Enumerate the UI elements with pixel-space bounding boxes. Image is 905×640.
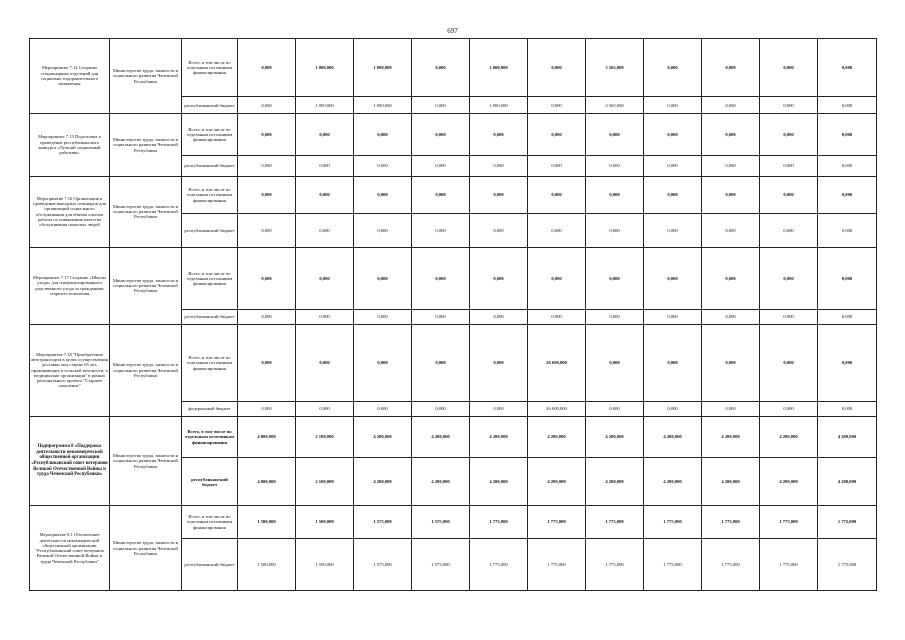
amount-cell: 1 775,000 <box>702 538 760 590</box>
amount-cell: 0,000 <box>470 402 528 417</box>
amount-cell: 0,000 <box>528 39 586 97</box>
amount-cell: 1 775,000 <box>586 538 644 590</box>
amount-cell: 0,000 <box>470 155 528 176</box>
amount-cell: 1 000,000 <box>470 39 528 97</box>
amount-cell: 0,000 <box>760 214 818 247</box>
amount-cell: 4 200,000 <box>528 416 586 458</box>
amount-cell: 1 575,000 <box>354 506 412 538</box>
executor-name: Министерство труда, занятости и социального развития Чеченской Республики <box>110 39 182 114</box>
amount-cell: 0,000 <box>412 214 470 247</box>
executor-name: Министерство труда, занятости и социального развития Чеченской Республики <box>110 247 182 324</box>
amount-cell: 0,000 <box>644 114 702 156</box>
amount-cell: 0,000 <box>354 114 412 156</box>
amount-cell: 1 000,000 <box>354 39 412 97</box>
amount-cell: 0,000 <box>586 402 644 417</box>
amount-cell: 0,000 <box>528 114 586 156</box>
amount-cell: 4 000,000 <box>238 416 296 458</box>
amount-cell: 0,000 <box>702 214 760 247</box>
amount-cell: 0,000 <box>412 402 470 417</box>
measure-name: Мероприятие 7.16 Организация и проведение выездных семинаров для организаций социального обслуживания для обмена опытом работы по повышению качества обслуживания пожилых людей <box>30 176 110 247</box>
amount-cell: 0,000 <box>702 310 760 325</box>
amount-cell: 0,000 <box>818 247 877 310</box>
amount-cell: 1 775,000 <box>818 538 877 590</box>
amount-cell: 4 200,000 <box>760 416 818 458</box>
amount-cell: 0,000 <box>586 114 644 156</box>
amount-cell: 1 775,000 <box>702 506 760 538</box>
amount-cell: 1 775,000 <box>470 506 528 538</box>
amount-cell: 0,000 <box>412 324 470 401</box>
measure-name: Мероприятие 7.18 "Приобретение автотранспорта в целях осуществления доставки лиц старше 65 лет, проживающих в сельской местности, в медицинские организации" в рамках регионального проекта "Старшее поколение" <box>30 324 110 416</box>
amount-cell: 0,000 <box>586 214 644 247</box>
funding-source: республиканский бюджет <box>182 310 238 325</box>
amount-cell: 1 500,000 <box>296 538 354 590</box>
amount-cell: 0,000 <box>296 324 354 401</box>
measure-name: Мероприятие 7.17 Создание «Школы ухода» для специализированного родственного ухода за гражданами старшего поколения <box>30 247 110 324</box>
amount-cell: 0,000 <box>702 402 760 417</box>
amount-cell: 0,000 <box>238 214 296 247</box>
amount-cell: 0,000 <box>412 155 470 176</box>
amount-cell: 4 200,000 <box>470 458 528 506</box>
amount-cell: 0,000 <box>296 214 354 247</box>
amount-cell: 2 100,000 <box>296 458 354 506</box>
amount-cell: 4 200,000 <box>818 416 877 458</box>
funding-source: Всего, в том числе по отдельным источникам финансирования <box>182 176 238 214</box>
amount-cell: 0,000 <box>412 247 470 310</box>
amount-cell: 4 200,000 <box>412 416 470 458</box>
amount-cell: 1 000,000 <box>354 97 412 114</box>
executor-name: Министерство труда, занятости и социального развития Чеченской Республики <box>110 176 182 247</box>
total-row <box>30 416 877 458</box>
amount-cell: 0,000 <box>238 324 296 401</box>
amount-cell: 3 565,000 <box>586 97 644 114</box>
amount-cell: 0,000 <box>296 402 354 417</box>
amount-cell: 0,000 <box>586 310 644 325</box>
amount-cell: 0,000 <box>528 155 586 176</box>
amount-cell: 0,000 <box>586 176 644 214</box>
amount-cell: 1 000,000 <box>296 97 354 114</box>
amount-cell: 0,000 <box>470 214 528 247</box>
amount-cell: 4 200,000 <box>528 458 586 506</box>
amount-cell: 4 200,000 <box>644 416 702 458</box>
funding-source: Всего, в том числе по отдельным источникам финансирования <box>182 324 238 401</box>
amount-cell: 0,000 <box>238 114 296 156</box>
amount-cell: 0,000 <box>238 247 296 310</box>
table-body <box>30 39 877 591</box>
executor-name: Министерство труда, занятости и социального развития Чеченской Республики <box>110 114 182 177</box>
total-row <box>30 324 877 401</box>
amount-cell: 0,000 <box>238 402 296 417</box>
amount-cell: 0,000 <box>470 247 528 310</box>
amount-cell: 0,000 <box>818 39 877 97</box>
amount-cell: 0,000 <box>760 402 818 417</box>
amount-cell: 0,000 <box>760 97 818 114</box>
amount-cell: 0,000 <box>296 114 354 156</box>
amount-cell: 0,000 <box>644 97 702 114</box>
funding-source: республиканский бюджет <box>182 97 238 114</box>
amount-cell: 0,000 <box>528 310 586 325</box>
amount-cell: 4 200,000 <box>412 458 470 506</box>
funding-source: республиканский бюджет <box>182 155 238 176</box>
measure-name: Мероприятие 7.15 Подготовка и проведение республиканского конкурса «Лучший социальный работник» <box>30 114 110 177</box>
amount-cell: 0,000 <box>354 176 412 214</box>
amount-cell: 0,000 <box>818 310 877 325</box>
amount-cell: 0,000 <box>644 324 702 401</box>
amount-cell: 0,000 <box>470 324 528 401</box>
funding-source: республиканский бюджет <box>182 538 238 590</box>
amount-cell: 1 575,000 <box>354 538 412 590</box>
amount-cell: 4 200,000 <box>354 458 412 506</box>
amount-cell: 0,000 <box>818 155 877 176</box>
amount-cell: 0,000 <box>238 155 296 176</box>
amount-cell: 0,000 <box>760 155 818 176</box>
total-row <box>30 176 877 214</box>
amount-cell: 0,000 <box>702 247 760 310</box>
amount-cell: 0,000 <box>412 310 470 325</box>
amount-cell: 2 100,000 <box>296 416 354 458</box>
measure-name: Мероприятие 7.14 Создание стационарных отделений для социально-оздоровительного назначения <box>30 39 110 114</box>
amount-cell: 0,000 <box>528 176 586 214</box>
amount-cell: 1 500,000 <box>238 538 296 590</box>
amount-cell: 26 600,000 <box>528 402 586 417</box>
funding-source: Всего, в том числе по отдельным источникам финансирования <box>182 114 238 156</box>
amount-cell: 26 600,000 <box>528 324 586 401</box>
amount-cell: 1 775,000 <box>586 506 644 538</box>
amount-cell: 0,000 <box>296 155 354 176</box>
amount-cell: 0,000 <box>702 114 760 156</box>
amount-cell: 0,000 <box>760 310 818 325</box>
funding-source: Всего, в том числе по отдельным источникам финансирования <box>182 416 238 458</box>
amount-cell: 4 200,000 <box>586 416 644 458</box>
amount-cell: 0,000 <box>470 310 528 325</box>
amount-cell: 0,000 <box>528 247 586 310</box>
amount-cell: 4 200,000 <box>586 458 644 506</box>
executor-name: Министерство труда, занятости и социального развития Чеченской Республики <box>110 416 182 506</box>
amount-cell: 0,000 <box>412 176 470 214</box>
total-row <box>30 247 877 310</box>
amount-cell: 0,000 <box>702 155 760 176</box>
funding-source: Всего, в том числе по отдельным источникам финансирования <box>182 247 238 310</box>
amount-cell: 4 200,000 <box>818 458 877 506</box>
funding-source: Всего, в том числе по отдельным источникам финансирования <box>182 39 238 97</box>
amount-cell: 0,000 <box>818 324 877 401</box>
measure-name: Мероприятие 8.1 Обеспечение деятельности некоммерческой общественной организации "Республиканский совет ветеранов Великой Отечественной Войны и труда Чеченской Республики" <box>30 506 110 591</box>
amount-cell: 1 775,000 <box>470 538 528 590</box>
amount-cell: 0,000 <box>238 97 296 114</box>
amount-cell: 0,000 <box>644 176 702 214</box>
amount-cell: 0,000 <box>644 39 702 97</box>
amount-cell: 1 775,000 <box>528 538 586 590</box>
total-row <box>30 114 877 156</box>
amount-cell: 1 500,000 <box>296 506 354 538</box>
executor-name: Министерство труда, занятости и социального развития Чеченской Республики <box>110 324 182 416</box>
amount-cell: 0,000 <box>818 114 877 156</box>
amount-cell: 0,000 <box>760 176 818 214</box>
amount-cell: 4 200,000 <box>644 458 702 506</box>
amount-cell: 1 775,000 <box>760 538 818 590</box>
amount-cell: 0,000 <box>528 214 586 247</box>
amount-cell: 0,000 <box>354 402 412 417</box>
executor-name: Министерство труда, занятости и социального развития Чеченской Республики <box>110 506 182 591</box>
amount-cell: 1 000,000 <box>296 39 354 97</box>
budget-table <box>29 38 877 591</box>
amount-cell: 1 775,000 <box>818 506 877 538</box>
page-number: 697 <box>447 27 458 35</box>
amount-cell: 4 200,000 <box>354 416 412 458</box>
amount-cell: 0,000 <box>760 114 818 156</box>
amount-cell: 0,000 <box>470 114 528 156</box>
amount-cell: 0,000 <box>354 247 412 310</box>
funding-source: Всего, в том числе по отдельным источникам финансирования <box>182 506 238 538</box>
amount-cell: 0,000 <box>528 97 586 114</box>
amount-cell: 1 775,000 <box>760 506 818 538</box>
amount-cell: 1 000,000 <box>470 97 528 114</box>
amount-cell: 0,000 <box>238 176 296 214</box>
amount-cell: 0,000 <box>412 97 470 114</box>
amount-cell: 0,000 <box>586 247 644 310</box>
amount-cell: 0,000 <box>412 39 470 97</box>
amount-cell: 0,000 <box>354 324 412 401</box>
amount-cell: 0,000 <box>702 39 760 97</box>
amount-cell: 4 200,000 <box>470 416 528 458</box>
amount-cell: 1 500,000 <box>238 506 296 538</box>
amount-cell: 4 200,000 <box>702 416 760 458</box>
amount-cell: 0,000 <box>818 176 877 214</box>
amount-cell: 0,000 <box>586 324 644 401</box>
amount-cell: 0,000 <box>470 176 528 214</box>
amount-cell: 1 775,000 <box>644 538 702 590</box>
total-row <box>30 506 877 538</box>
amount-cell: 4 000,000 <box>238 458 296 506</box>
amount-cell: 0,000 <box>702 97 760 114</box>
amount-cell: 0,000 <box>296 247 354 310</box>
amount-cell: 1 775,000 <box>528 506 586 538</box>
amount-cell: 0,000 <box>586 155 644 176</box>
amount-cell: 0,000 <box>702 176 760 214</box>
amount-cell: 0,000 <box>760 39 818 97</box>
measure-name: Подпрограмма 8 «Поддержка деятельности некоммерческой общественной организации «Республиканский совет ветеранов Великой Отечественной Войны и труда Чеченской Республики» <box>30 416 110 506</box>
amount-cell: 3 565,000 <box>586 39 644 97</box>
amount-cell: 0,000 <box>296 176 354 214</box>
amount-cell: 0,000 <box>354 155 412 176</box>
amount-cell: 0,000 <box>354 310 412 325</box>
amount-cell: 4 200,000 <box>702 458 760 506</box>
funding-source: республиканский бюджет <box>182 214 238 247</box>
amount-cell: 0,000 <box>412 114 470 156</box>
amount-cell: 0,000 <box>644 214 702 247</box>
amount-cell: 4 200,000 <box>760 458 818 506</box>
amount-cell: 0,000 <box>238 39 296 97</box>
funding-source: федеральный бюджет <box>182 402 238 417</box>
amount-cell: 1 575,000 <box>412 538 470 590</box>
amount-cell: 0,000 <box>818 402 877 417</box>
amount-cell: 0,000 <box>238 310 296 325</box>
amount-cell: 0,000 <box>354 214 412 247</box>
amount-cell: 1 775,000 <box>644 506 702 538</box>
amount-cell: 0,000 <box>644 155 702 176</box>
amount-cell: 0,000 <box>644 247 702 310</box>
amount-cell: 0,000 <box>644 310 702 325</box>
amount-cell: 0,000 <box>644 402 702 417</box>
amount-cell: 0,000 <box>702 324 760 401</box>
amount-cell: 1 575,000 <box>412 506 470 538</box>
amount-cell: 0,000 <box>760 324 818 401</box>
amount-cell: 0,000 <box>296 310 354 325</box>
amount-cell: 0,000 <box>760 247 818 310</box>
funding-source: республиканский бюджет <box>182 458 238 506</box>
amount-cell: 0,000 <box>818 97 877 114</box>
amount-cell: 0,000 <box>818 214 877 247</box>
total-row <box>30 39 877 97</box>
